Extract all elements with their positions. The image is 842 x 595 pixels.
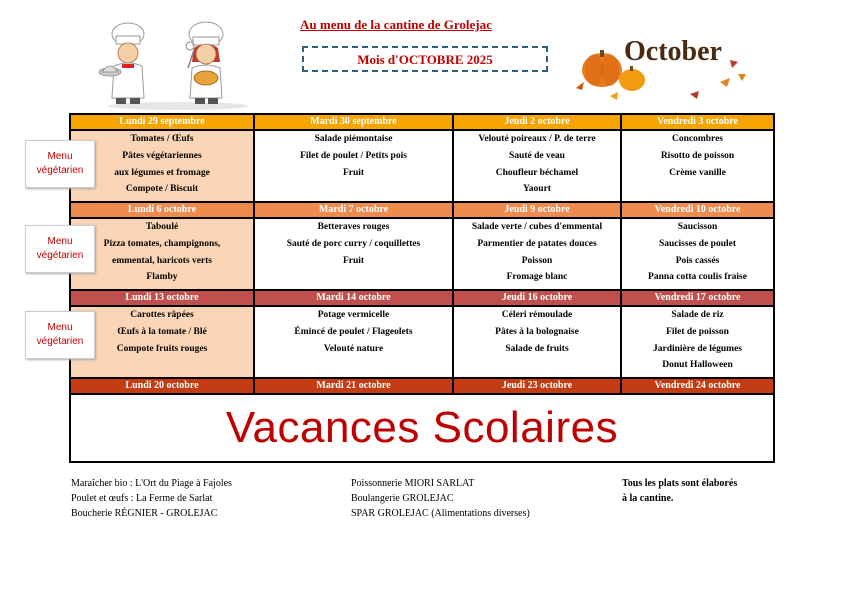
page-title: Au menu de la cantine de Grolejac: [300, 17, 492, 32]
menu-item: Œufs à la tomate / Blé: [117, 326, 207, 337]
menu-item: Salade de riz: [671, 310, 724, 320]
menu-item: Poisson: [521, 255, 553, 266]
menu-item: Céleri rémoulade: [501, 310, 573, 320]
vacances-row: [70, 394, 774, 462]
week-2-menu-row: [70, 218, 774, 290]
day-header: Mardi 30 septembre: [254, 114, 453, 130]
day-header: Lundi 29 septembre: [70, 114, 254, 130]
day-header: Mardi 21 octobre: [254, 378, 453, 394]
footer-line: Poissonnerie MIORI SARLAT: [351, 478, 475, 489]
week-1-header-row: [70, 114, 774, 130]
week-4-header-row: [70, 378, 774, 394]
menu-item: Fruit: [342, 167, 365, 178]
menu-item: Jardinière de légumes: [652, 343, 742, 354]
menu-item: Pâtes végétariennes: [122, 150, 202, 161]
menu-item: Donut Halloween: [662, 360, 733, 371]
vegetarian-callout: [25, 140, 95, 188]
day-header: Vendredi 24 octobre: [621, 378, 774, 394]
menu-item: Tomates / Œufs: [130, 134, 194, 144]
day-header: Mardi 14 octobre: [254, 290, 453, 306]
vegetarian-callout-line: Menu: [47, 236, 73, 247]
menu-item: Sauté de veau: [509, 150, 565, 161]
menu-item: Fruit: [342, 255, 365, 266]
footer-line: Tous les plats sont élaborés: [622, 478, 738, 489]
menu-cell: [621, 130, 774, 202]
day-header: Jeudi 2 octobre: [453, 114, 621, 130]
menu-item: Pizza tomates, champignons,: [103, 238, 221, 249]
week-3-header-row: [70, 290, 774, 306]
menu-item: Fromage blanc: [506, 272, 568, 283]
menu-cell-vegetarian: [70, 218, 254, 290]
menu-item: Taboulé: [145, 222, 179, 232]
menu-cell-vegetarian: [70, 130, 254, 202]
menu-item: Saucisson: [677, 222, 718, 232]
footer-line: Poulet et œufs : La Ferme de Sarlat: [71, 493, 213, 504]
menu-table: [69, 113, 775, 463]
footer-line: à la cantine.: [622, 493, 674, 504]
day-header: Jeudi 9 octobre: [453, 202, 621, 218]
footer-suppliers-1: [71, 476, 232, 521]
menu-item: Émincé de poulet / Flageolets: [294, 326, 413, 337]
menu-item: Filet de poulet / Petits pois: [300, 150, 407, 161]
vegetarian-callout-line: Menu: [47, 151, 73, 162]
menu-item: Carottes râpées: [130, 310, 194, 320]
menu-item: Saucisses de poulet: [658, 238, 737, 249]
menu-cell: [254, 130, 453, 202]
vacances-cell: [70, 394, 774, 462]
day-header: Vendredi 3 octobre: [621, 114, 774, 130]
chef-girl-icon: [186, 22, 223, 104]
menu-item: Velouté poireaux / P. de terre: [478, 134, 596, 144]
footer-line: Maraîcher bio : L'Ort du Piage à Fajoles: [71, 478, 232, 489]
menu-item: emmental, haricots verts: [112, 255, 212, 266]
week-3-menu-row: [70, 306, 774, 378]
october-banner: [570, 30, 752, 102]
menu-cell: [453, 130, 621, 202]
day-header: Lundi 13 octobre: [70, 290, 254, 306]
menu-cell: [621, 218, 774, 290]
vacances-text: Vacances Scolaires: [225, 403, 619, 452]
menu-item: Risotto de poisson: [660, 150, 735, 161]
day-header: Jeudi 16 octobre: [453, 290, 621, 306]
footer-line: Boulangerie GROLEJAC: [351, 493, 454, 504]
menu-item: Salade piémontaise: [314, 134, 393, 144]
day-header: Lundi 20 octobre: [70, 378, 254, 394]
menu-item: Salade de fruits: [505, 343, 569, 354]
menu-cell-vegetarian: [70, 306, 254, 378]
october-banner-text: October: [624, 36, 722, 67]
footer-suppliers-2: [351, 476, 530, 521]
menu-cell: [453, 218, 621, 290]
month-label: Mois d'OCTOBRE 2025: [302, 46, 548, 72]
vegetarian-callout: [25, 225, 95, 273]
menu-cell: [621, 306, 774, 378]
menu-item: Crème vanille: [669, 167, 726, 178]
menu-item: Sauté de porc curry / coquillettes: [286, 238, 421, 249]
week-1-menu-row: [70, 130, 774, 202]
footer-note: [622, 476, 737, 506]
menu-item: Filet de poisson: [666, 326, 729, 337]
vegetarian-callout-line: végétarien: [36, 250, 84, 261]
footer-line: SPAR GROLEJAC (Alimentations diverses): [351, 508, 530, 519]
day-header: Vendredi 17 octobre: [621, 290, 774, 306]
menu-item: Choufleur béchamel: [495, 167, 579, 178]
day-header: Lundi 6 octobre: [70, 202, 254, 218]
day-header: Mardi 7 octobre: [254, 202, 453, 218]
menu-cell: [254, 306, 453, 378]
menu-item: Flamby: [146, 272, 178, 283]
menu-item: Potage vermicelle: [317, 310, 390, 320]
footer-line: Boucherie RÉGNIER - GROLEJAC: [71, 508, 218, 519]
menu-item: Betteraves rouges: [317, 222, 390, 232]
week-2-header-row: [70, 202, 774, 218]
menu-item: Pois cassés: [675, 255, 720, 266]
vegetarian-callout-line: végétarien: [36, 165, 84, 176]
menu-cell: [254, 218, 453, 290]
vegetarian-callout-line: Menu: [47, 322, 73, 333]
menu-cell: [453, 306, 621, 378]
day-header: Jeudi 23 octobre: [453, 378, 621, 394]
menu-item: Concombres: [671, 134, 724, 144]
day-header: Vendredi 10 octobre: [621, 202, 774, 218]
menu-item: Compote / Biscuit: [125, 184, 199, 195]
chef-boy-icon: [99, 23, 144, 104]
menu-item: Salade verte / cubes d'emmental: [471, 222, 603, 232]
menu-item: Compote fruits rouges: [116, 343, 208, 354]
menu-item: Parmentier de patates douces: [477, 238, 597, 249]
menu-item: Panna cotta coulis fraise: [648, 272, 747, 283]
vegetarian-callout-line: végétarien: [36, 336, 84, 347]
vegetarian-callout: [25, 311, 95, 359]
menu-item: Yaourt: [523, 184, 551, 195]
chefs-illustration: [98, 20, 258, 110]
menu-item: aux légumes et fromage: [114, 167, 210, 178]
menu-item: Velouté nature: [323, 343, 384, 354]
menu-item: Pâtes à la bolognaise: [495, 326, 579, 337]
